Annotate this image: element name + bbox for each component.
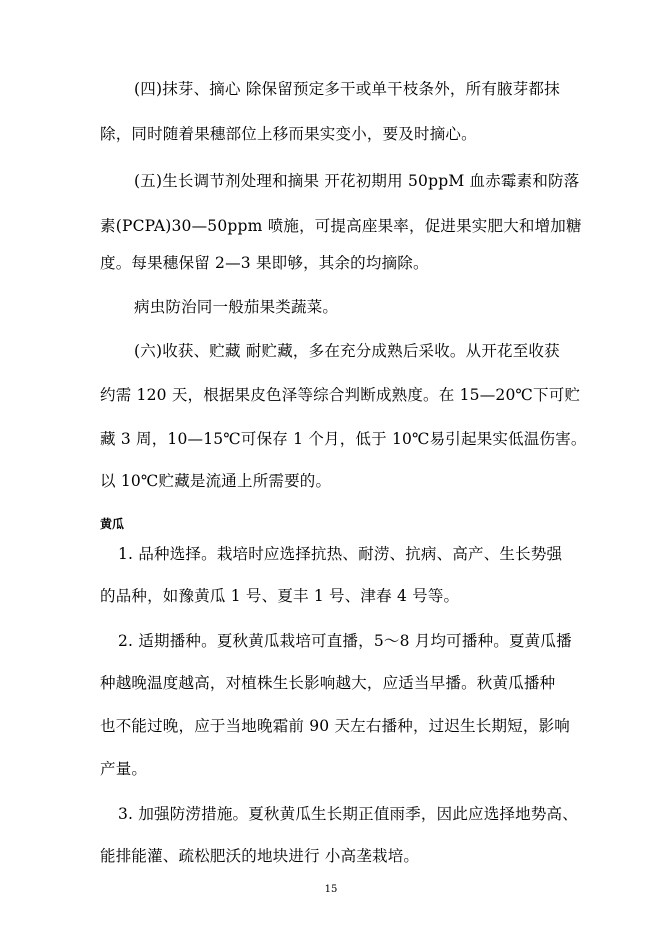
paragraph-3-line-1: 病虫防治同一般茄果类蔬菜。 xyxy=(134,298,339,316)
paragraph-4-line-4: 以 10℃贮藏是流通上所需要的。 xyxy=(100,472,332,490)
section-heading: 黄瓜 xyxy=(100,517,125,531)
item-2-line-1: 2. 适期播种。夏秋黄瓜栽培可直播，5～8 月均可播种。夏黄瓜播 xyxy=(118,632,572,650)
item-1-line-2: 的品种，如豫黄瓜 1 号、夏丰 1 号、津春 4 号等。 xyxy=(100,587,460,605)
item-2-line-4: 产量。 xyxy=(100,760,148,778)
paragraph-4-line-2: 约需 120 天，根据果皮色泽等综合判断成熟度。在 15—20℃下可贮 xyxy=(100,386,581,404)
paragraph-1-line-2: 除，同时随着果穗部位上移而果实变小，要及时摘心。 xyxy=(100,125,477,143)
item-3-line-2: 能排能灌、疏松肥沃的地块进行 小高垄栽培。 xyxy=(100,847,420,865)
item-1-line-1: 1. 品种选择。栽培时应选择抗热、耐涝、抗病、高产、生长势强 xyxy=(118,545,563,563)
paragraph-1-line-1: (四)抹芽、摘心 除保留预定多干或单干枝条外，所有腋芽都抹 xyxy=(134,80,560,98)
paragraph-4-line-3: 藏 3 周，10—15℃可保存 1 个月，低于 10℃易引起果实低温伤害。 xyxy=(100,430,587,448)
paragraph-2-line-1: (五)生长调节剂处理和摘果 开花初期用 50ppM 血赤霉素和防落 xyxy=(134,172,580,190)
item-3-line-1: 3. 加强防涝措施。夏秋黄瓜生长期正值雨季，因此应选择地势高、 xyxy=(118,805,578,823)
item-2-line-2: 种越晚温度越高，对植株生长影响越大，应适当早播。秋黄瓜播种 xyxy=(100,674,556,692)
paragraph-2-line-2: 素(PCPA)30—50ppm 喷施，可提高座果率，促进果实肥大和增加糖 xyxy=(100,217,582,235)
paragraph-4-line-1: (六)收获、贮藏 耐贮藏，多在充分成熟后采收。从开花至收获 xyxy=(134,342,560,360)
item-2-line-3: 也不能过晚，应于当地晚霜前 90 天左右播种，过迟生长期短，影响 xyxy=(100,717,570,735)
paragraph-2-line-3: 度。每果穗保留 2—3 果即够，其余的均摘除。 xyxy=(100,254,429,272)
page-number: 15 xyxy=(324,884,338,895)
